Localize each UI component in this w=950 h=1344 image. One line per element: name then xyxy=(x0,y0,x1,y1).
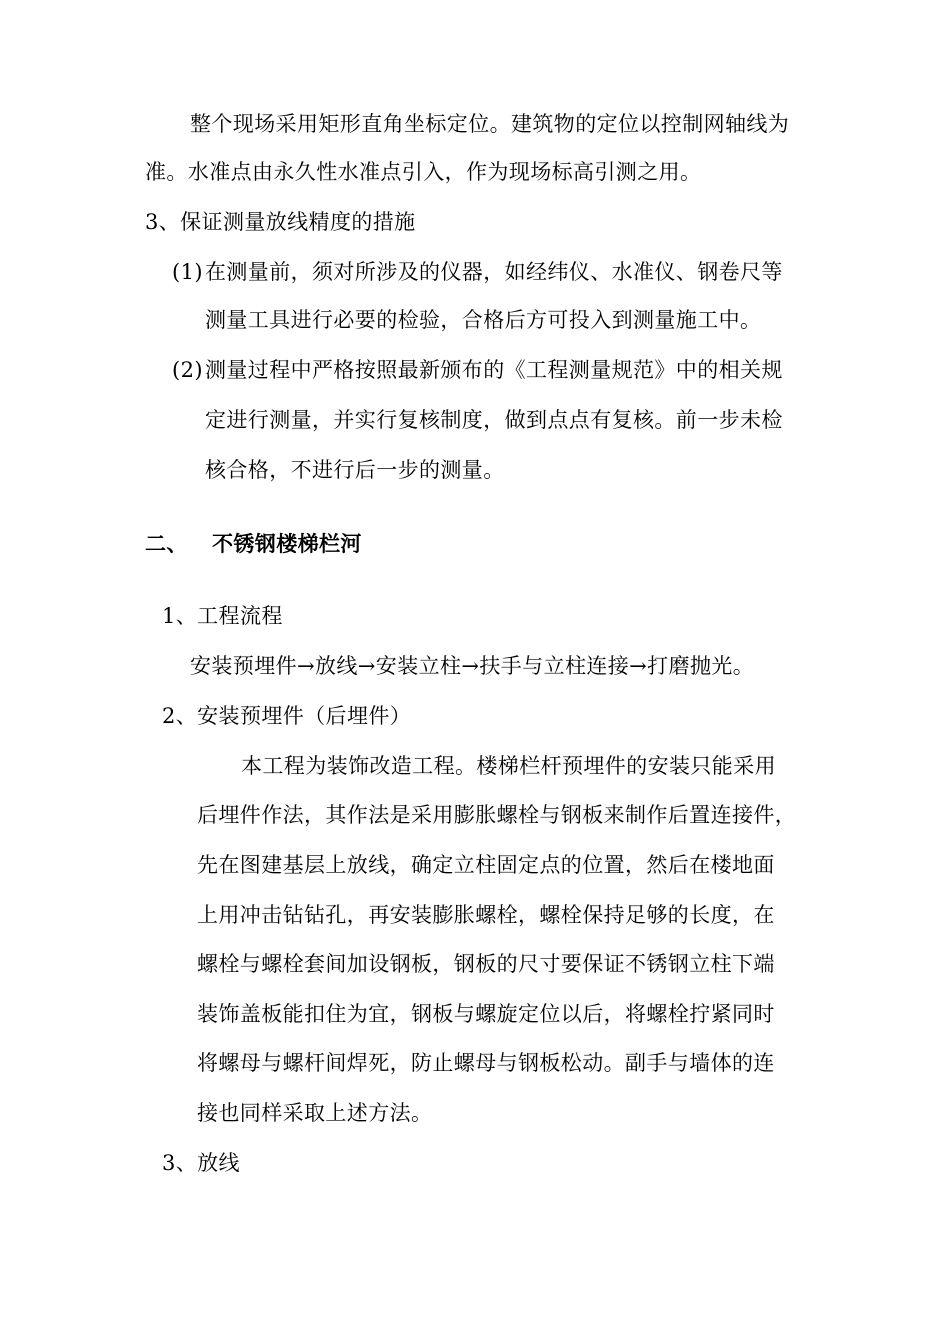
section2-number: 二、 xyxy=(145,532,188,556)
s2-line-5: 螺栓与螺栓套间加设钢板，钢板的尺寸要保证不锈钢立柱下端 xyxy=(197,952,775,976)
s1-body: 安装预埋件→放线→安装立柱→扶手与立柱连接→打磨抛光。 xyxy=(190,654,755,678)
sub2-line-1: 测量过程中严格按照最新颁布的《工程测量规范》中的相关规 xyxy=(205,358,783,382)
sub2-line-3: 核合格，不进行后一步的测量。 xyxy=(205,458,505,482)
s2-heading: 2、安装预埋件（后埋件） xyxy=(162,704,412,728)
s3-heading: 3、放线 xyxy=(162,1151,240,1175)
s2-line-2: 后埋件作法，其作法是采用膨胀螺栓与钢板来制作后置连接件， xyxy=(197,803,797,827)
s2-line-6: 装饰盖板能扣住为宜，钢板与螺旋定位以后，将螺栓拧紧同时 xyxy=(197,1002,775,1026)
s2-line-3: 先在图建基层上放线，确定立柱固定点的位置，然后在楼地面 xyxy=(197,853,775,877)
sub1-marker: (1) xyxy=(172,260,203,284)
s2-line-1: 本工程为装饰改造工程。楼梯栏杆预埋件的安装只能采用 xyxy=(241,754,776,778)
s2-line-7: 将螺母与螺杆间焊死，防止螺母与钢板松动。副手与墙体的连 xyxy=(197,1051,775,1075)
intro-line-1: 整个现场采用矩形直角坐标定位。建筑物的定位以控制网轴线为 xyxy=(190,112,790,136)
sub1-line-1: 在测量前，须对所涉及的仪器，如经纬仪、水准仪、钢卷尺等 xyxy=(205,260,783,284)
item3-heading: 3、保证测量放线精度的措施 xyxy=(145,210,416,234)
sub2-marker: (2) xyxy=(172,358,203,382)
section2-title: 不锈钢楼梯栏河 xyxy=(212,532,362,556)
s2-line-8: 接也同样采取上述方法。 xyxy=(197,1101,433,1125)
s1-heading: 1、工程流程 xyxy=(162,604,283,628)
sub1-line-2: 测量工具进行必要的检验，合格后方可投入到测量施工中。 xyxy=(205,308,762,332)
s2-line-4: 上用冲击钻钻孔，再安装膨胀螺栓，螺栓保持足够的长度，在 xyxy=(197,903,775,927)
sub2-line-2: 定进行测量，并实行复核制度，做到点点有复核。前一步未检 xyxy=(205,408,783,432)
intro-line-2: 准。水准点由永久性水准点引入，作为现场标高引测之用。 xyxy=(145,160,702,184)
